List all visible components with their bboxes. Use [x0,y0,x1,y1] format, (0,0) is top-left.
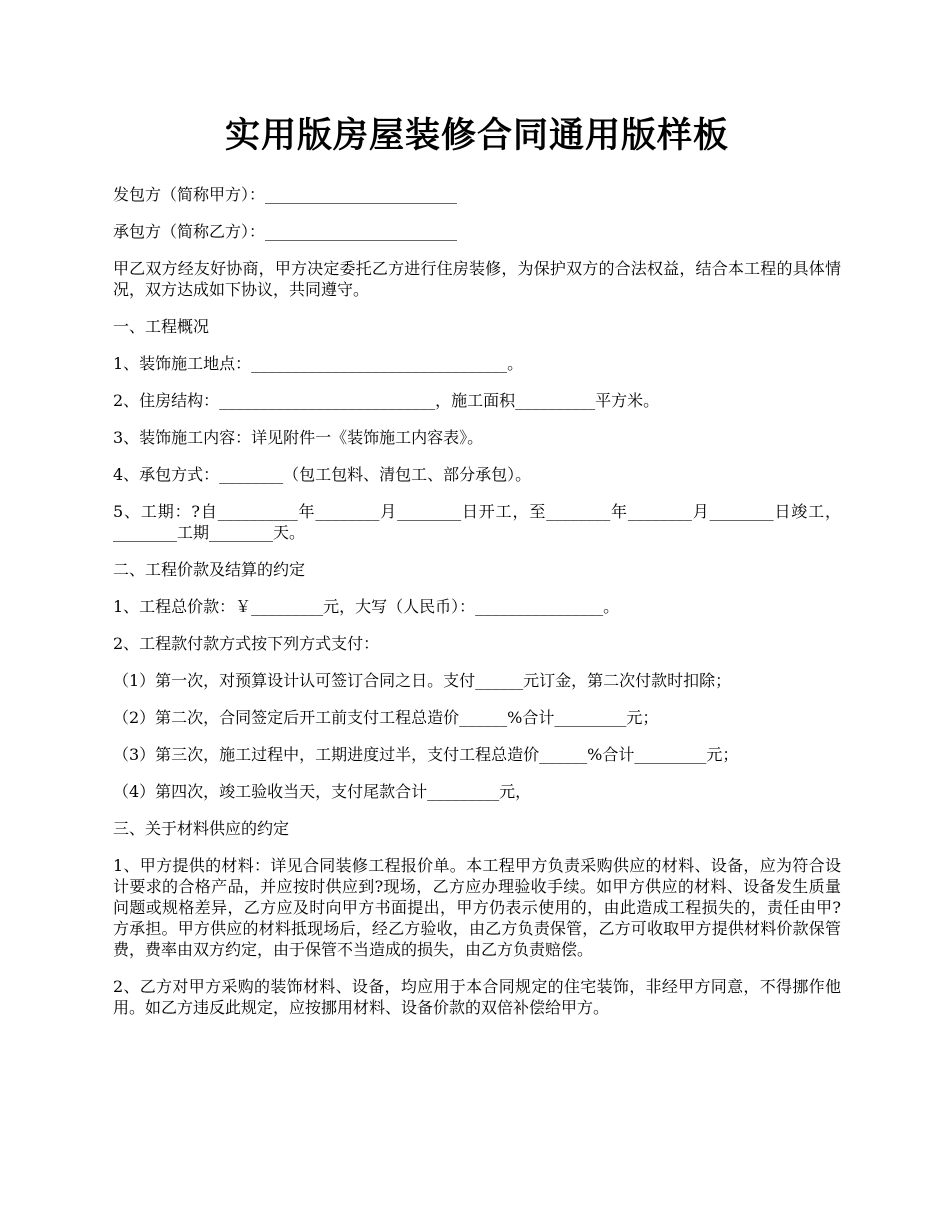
document-title: 实用版房屋装修合同通用版样板 [224,115,729,156]
clause-2-1: 1、工程总价款：￥_________元，大写（人民币）：________________。 [113,597,620,616]
preamble-paragraph: 甲乙双方经友好协商，甲方决定委托乙方进行住房装修，为保护双方的合法权益，结合本工程的具体情况，双方达成如下协议，共同遵守。 [113,259,841,299]
section-heading-1: 一、工程概况 [113,317,210,336]
clause-3-2: 2、乙方对甲方采购的装饰材料、设备，均应用于本合同规定的住宅装饰，非经甲方同意，不得挪作他用。如乙方违反此规定，应按挪用材料、设备价款的双倍补偿给甲方。 [113,977,841,1017]
section-heading-3: 三、关于材料供应的约定 [113,819,290,838]
payment-item-1: （1）第一次，对预算设计认可签订合同之日。支付______元订金，第二次付款时扣除； [113,671,732,690]
clause-3-1: 1、甲方提供的材料：详见合同装修工程报价单。本工程甲方负责采购供应的材料、设备，应为符合设计要求的合格产品，并应按时供应到?现场，乙方应办理验收手续。如甲方供应的材料、设备发生质量问题或规格差异，乙方应及时向甲方书面提出，甲方仍表示使用的，由此造成工程损失的，责任由甲?方承担。甲方供应的材料抵现场后，经乙方验收，由乙方负责保管，乙方可收取甲方提供材料价款保管费，费率由双方约定，由于保管不当造成的损失，由乙方负责赔偿。 [113,856,841,959]
party-b-line: 承包方（简称乙方）：________________________ [113,222,458,241]
payment-item-3: （3）第三次，施工过程中，工期进度过半，支付工程总造价______%合计_________元； [113,745,739,764]
clause-2-2: 2、工程款付款方式按下列方式支付： [113,634,380,653]
clause-1-4: 4、承包方式：________（包工包料、清包工、部分承包）。 [113,465,532,484]
section-heading-2: 二、工程价款及结算的约定 [113,560,306,579]
payment-item-2: （2）第二次，合同签定后开工前支付工程总造价______%合计_________元； [113,708,659,727]
clause-1-5: 5、工期：?自__________年________月________日开工，至________年________月________日竣工，________工期________天。 [113,502,841,542]
clause-1-1: 1、装饰施工地点：________________________________。 [113,354,524,373]
document-page [113,110,841,1034]
clause-1-3: 3、装饰施工内容：详见附件一《装饰施工内容表》。 [113,428,484,447]
clause-1-2: 2、住房结构：___________________________，施工面积__________平方米。 [113,391,660,410]
party-a-line: 发包方（简称甲方）：________________________ [113,185,458,204]
payment-item-4: （4）第四次，竣工验收当天，支付尾款合计_________元， [113,782,532,801]
